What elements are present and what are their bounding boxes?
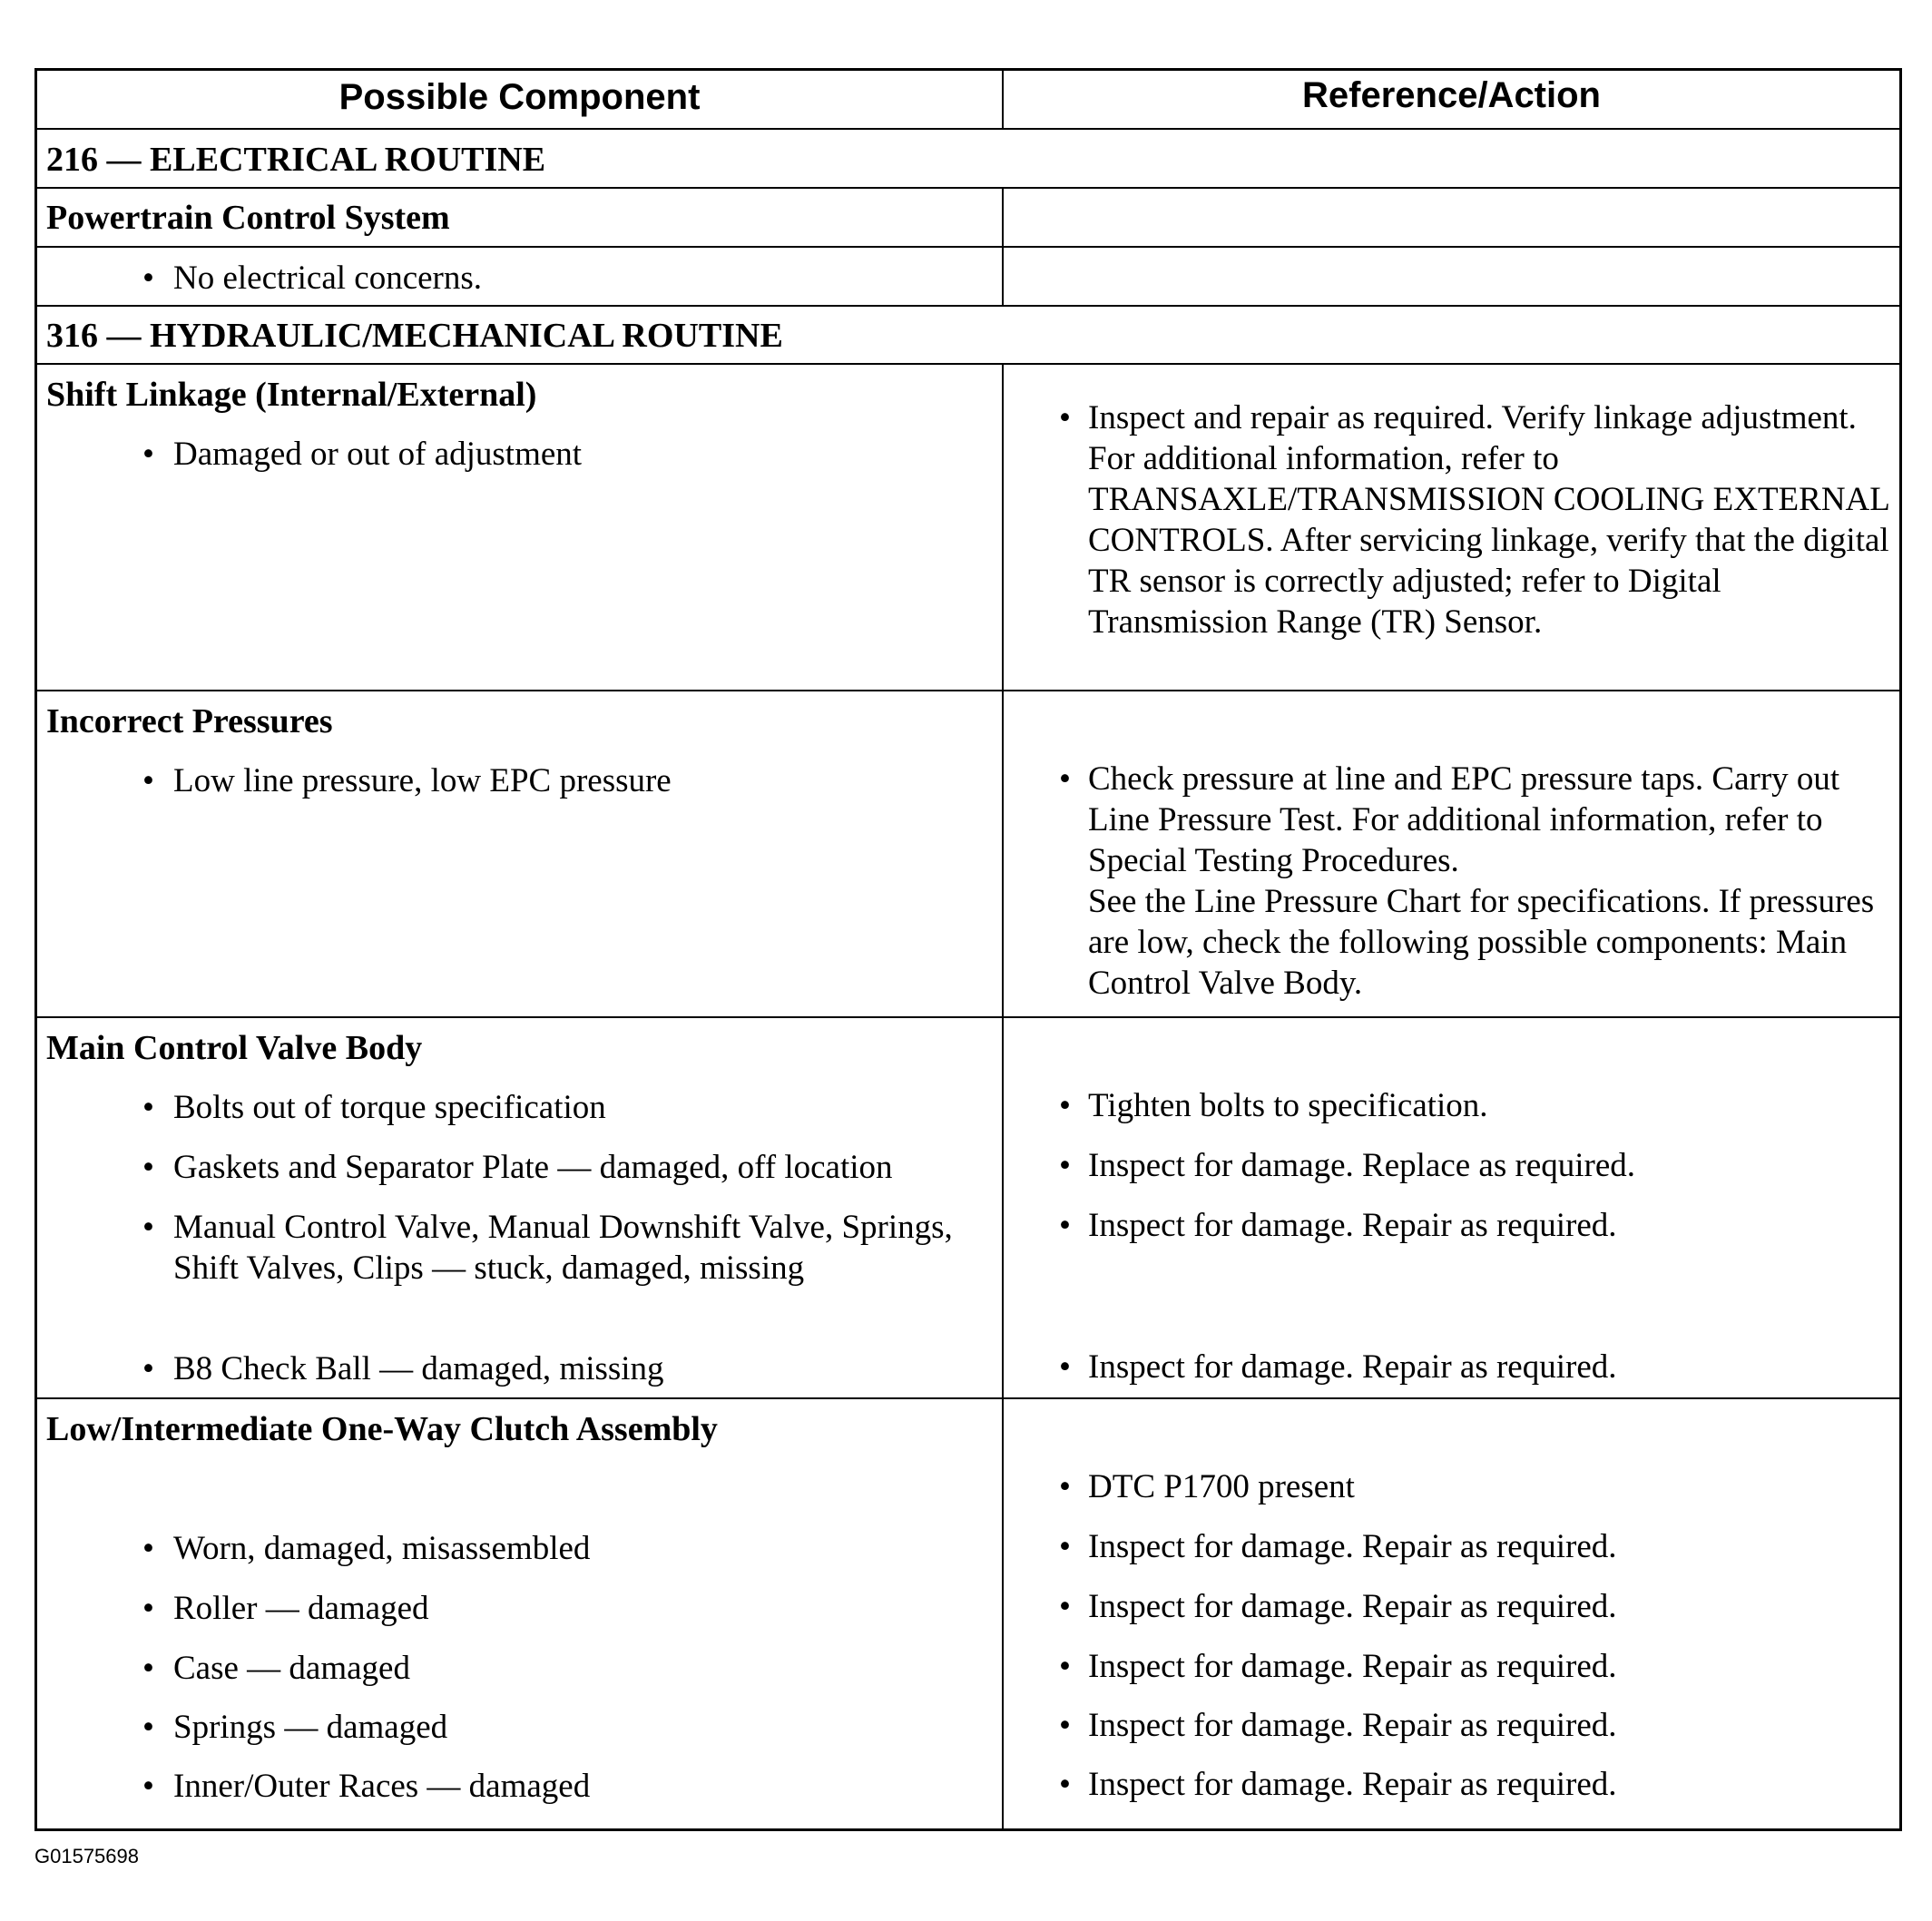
row-divider — [37, 187, 1899, 189]
diagnostic-table — [34, 68, 1902, 1831]
column-header-action: Reference/Action — [1302, 75, 1601, 115]
item-valve-body: Manual Control Valve, Manual Downshift Valve, Springs, Shift Valves, Clips — stuck, damaged, missing — [173, 1209, 953, 1287]
bullet-icon: • — [142, 436, 154, 473]
item-clutch: Springs — damaged — [173, 1709, 448, 1746]
bullet-icon: • — [142, 1768, 154, 1805]
figure-id: G01575698 — [34, 1845, 139, 1867]
section-title-electrical: 216 — ELECTRICAL ROUTINE — [46, 141, 546, 179]
group-title-clutch: Low/Intermediate One-Way Clutch Assembly — [46, 1410, 718, 1448]
bullet-icon: • — [142, 260, 154, 297]
bullet-icon: • — [1059, 1348, 1071, 1386]
bullet-icon: • — [142, 1709, 154, 1746]
action-valve-body: Inspect for damage. Repair as required. — [1088, 1207, 1617, 1244]
action-clutch: Inspect for damage. Repair as required. — [1088, 1707, 1617, 1744]
bullet-icon: • — [142, 1650, 154, 1687]
action-clutch: Inspect for damage. Repair as required. — [1088, 1648, 1617, 1685]
row-divider — [37, 690, 1899, 691]
bullet-icon: • — [1059, 1147, 1071, 1184]
column-header-component: Possible Component — [338, 77, 701, 117]
action-shift-linkage: Inspect and repair as required. Verify linkage adjustment. For additional information, refer to TRANSAXLE/TRANSMISSION COOLING EXTERNAL CONTROLS. After servicing linkage, verify that the digital TR sensor is correctly adjusted; refer to Digital Transmission Range (TR) Sensor. — [1088, 399, 1889, 641]
item-valve-body: Gaskets and Separator Plate — damaged, off location — [173, 1149, 893, 1186]
action-valve-body: Inspect for damage. Replace as required. — [1088, 1147, 1636, 1184]
bullet-icon: • — [1059, 1766, 1071, 1803]
bullet-icon: • — [1059, 1648, 1071, 1685]
action-valve-body: Tighten bolts to specification. — [1088, 1087, 1488, 1124]
action-clutch: Inspect for damage. Repair as required. — [1088, 1588, 1617, 1625]
item-pressures: Low line pressure, low EPC pressure — [173, 762, 672, 799]
bullet-icon: • — [1059, 760, 1071, 798]
bullet-icon: • — [142, 1350, 154, 1387]
item-no-electrical: No electrical concerns. — [173, 260, 483, 297]
row-divider — [37, 246, 1899, 248]
bullet-icon: • — [1059, 1207, 1071, 1244]
action-pressures: Check pressure at line and EPC pressure taps. Carry out Line Pressure Test. For additional information, refer to Special Testing Procedures. See the Line Pressure Chart for specifications. If pressures are low, check the following possible components: Main Control Valve Body. — [1088, 760, 1875, 1002]
column-divider-main — [1002, 365, 1004, 1831]
bullet-icon: • — [142, 762, 154, 799]
bullet-icon: • — [142, 1590, 154, 1627]
item-clutch: Roller — damaged — [173, 1590, 429, 1627]
group-title-pressures: Incorrect Pressures — [46, 702, 333, 740]
item-clutch: Inner/Outer Races — damaged — [173, 1768, 591, 1805]
column-divider-powertrain — [1002, 189, 1004, 307]
bullet-icon: • — [142, 1089, 154, 1126]
bullet-icon: • — [1059, 1528, 1071, 1565]
row-divider — [37, 1016, 1899, 1018]
bullet-icon: • — [1059, 1707, 1071, 1744]
action-clutch: Inspect for damage. Repair as required. — [1088, 1766, 1617, 1803]
item-valve-body: Bolts out of torque specification — [173, 1089, 606, 1126]
bullet-icon: • — [1059, 1588, 1071, 1625]
bullet-icon: • — [1059, 1468, 1071, 1505]
action-clutch-dtc: DTC P1700 present — [1088, 1468, 1355, 1505]
bullet-icon: • — [1059, 1087, 1071, 1124]
group-title-shift-linkage: Shift Linkage (Internal/External) — [46, 376, 537, 414]
row-divider — [37, 363, 1899, 365]
group-title-powertrain: Powertrain Control System — [46, 199, 450, 237]
bullet-icon: • — [142, 1149, 154, 1186]
item-clutch: Case — damaged — [173, 1650, 410, 1687]
row-divider — [37, 128, 1899, 130]
row-divider — [37, 305, 1899, 307]
action-valve-body: Inspect for damage. Repair as required. — [1088, 1348, 1617, 1386]
bullet-icon: • — [142, 1530, 154, 1567]
action-clutch: Inspect for damage. Repair as required. — [1088, 1528, 1617, 1565]
section-title-hydraulic: 316 — HYDRAULIC/MECHANICAL ROUTINE — [46, 317, 783, 355]
group-title-valve-body: Main Control Valve Body — [46, 1029, 423, 1067]
bullet-icon: • — [1059, 399, 1071, 436]
bullet-icon: • — [142, 1209, 154, 1246]
item-clutch: Worn, damaged, misassembled — [173, 1530, 591, 1567]
item-shift-linkage: Damaged or out of adjustment — [173, 436, 583, 473]
item-valve-body: B8 Check Ball — damaged, missing — [173, 1350, 664, 1387]
row-divider — [37, 1397, 1899, 1399]
